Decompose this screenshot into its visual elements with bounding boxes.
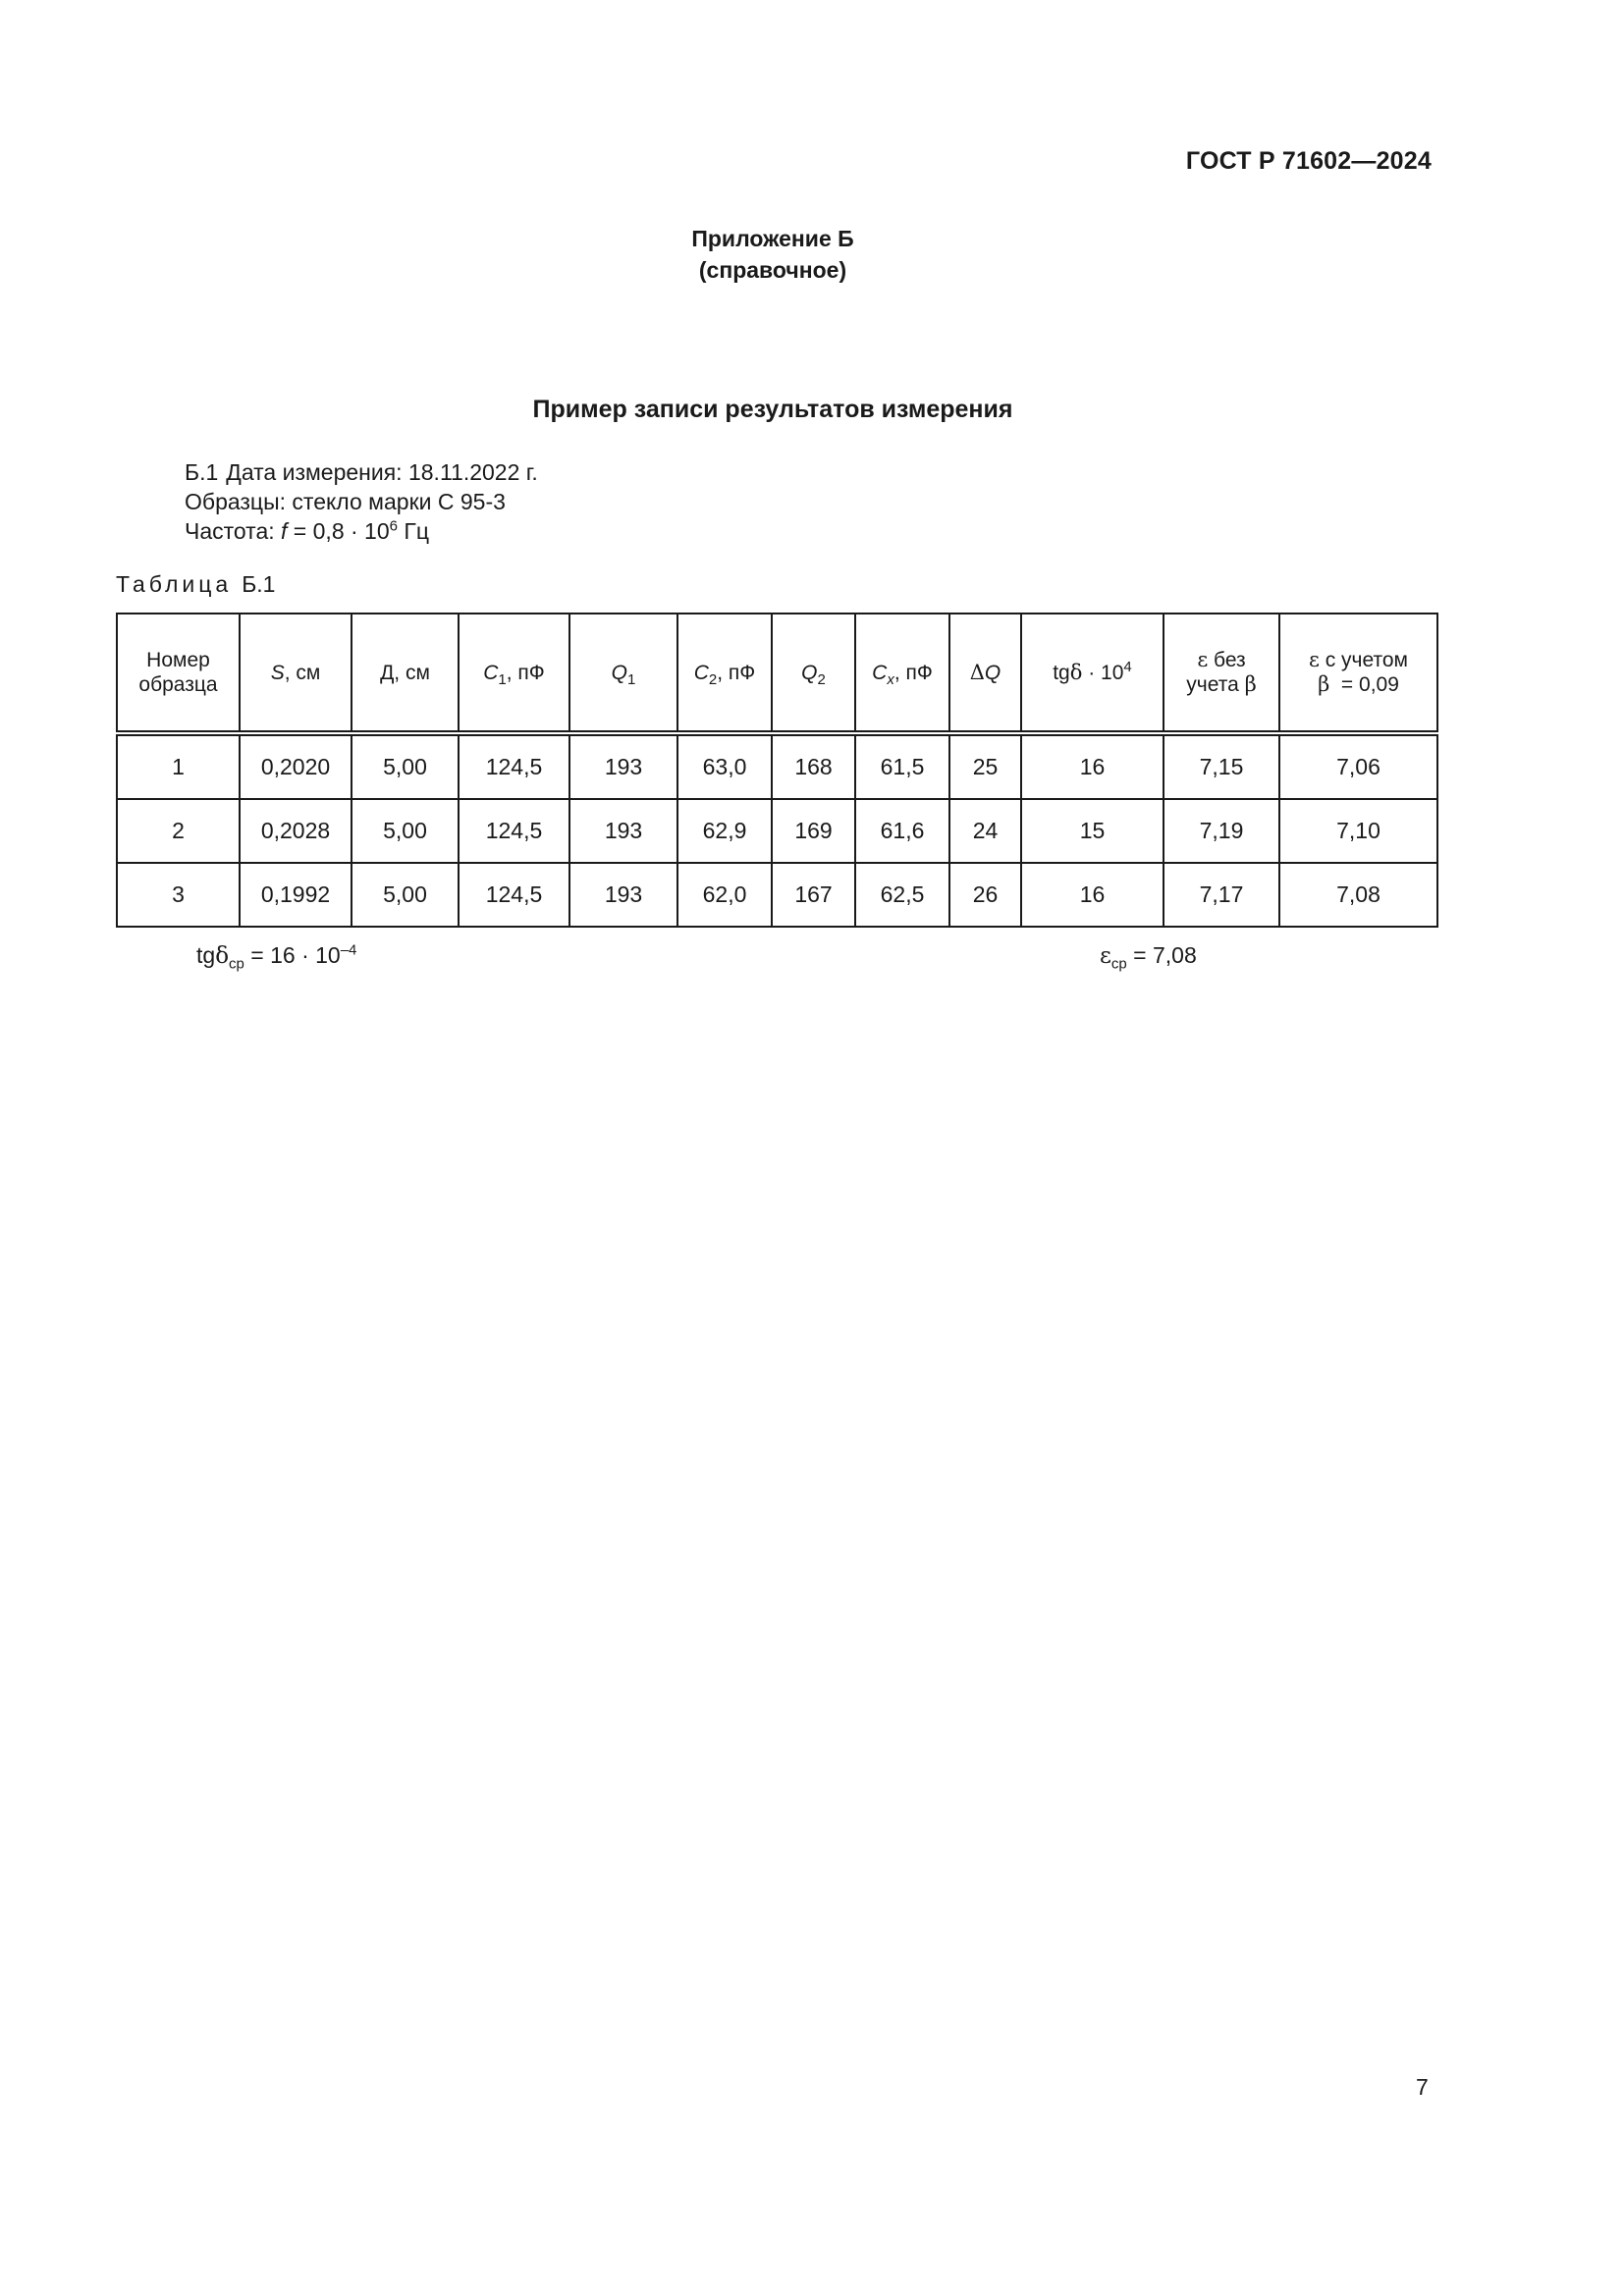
table-cell: 5,00 (352, 799, 459, 863)
table-caption (116, 571, 275, 598)
header-subscript: 1 (627, 670, 636, 688)
header-text: без (1208, 649, 1246, 671)
header-unit: , см (284, 661, 321, 684)
header-sample-number (117, 614, 240, 733)
header-text: учета (1186, 673, 1245, 696)
table-row (117, 863, 1437, 927)
header-text: образца (138, 673, 218, 696)
header-c2 (677, 614, 772, 733)
header-greek: Δ (969, 660, 985, 684)
header-text: Номер (146, 649, 210, 671)
table-cell: 0,2028 (240, 799, 352, 863)
freq-unit: Гц (397, 518, 430, 544)
table-row (117, 733, 1437, 799)
header-symbol: C (483, 661, 499, 684)
header-symbol: Q (611, 661, 627, 684)
table-cell: 167 (772, 863, 855, 927)
summary-tg-subscript: ср (229, 955, 244, 973)
table-cell: 193 (569, 733, 677, 799)
header-symbol: C (693, 661, 709, 684)
header-cx (855, 614, 949, 733)
header-eps-with-beta (1279, 614, 1437, 733)
table-cell: 2 (117, 799, 240, 863)
table-cell: 62,9 (677, 799, 772, 863)
freq-exponent: 6 (389, 517, 398, 535)
summary-tg-exponent: –4 (340, 941, 357, 959)
table-cell: 124,5 (459, 863, 569, 927)
intro-samples: Образцы: стекло марки С 95-3 (185, 489, 506, 514)
table-cell: 1 (117, 733, 240, 799)
header-greek: β (1318, 672, 1330, 696)
intro-date: Дата измерения: 18.11.2022 г. (226, 459, 538, 485)
document-code: ГОСТ Р 71602—2024 (1185, 147, 1432, 175)
header-s (240, 614, 352, 733)
table-row (117, 799, 1437, 863)
table-cell: 193 (569, 863, 677, 927)
table-cell: 168 (772, 733, 855, 799)
page-number: 7 (1416, 2074, 1429, 2100)
table-cell: 3 (117, 863, 240, 927)
header-text: = 0,09 (1329, 673, 1399, 696)
table-cell: 61,6 (855, 799, 949, 863)
header-text: с учетом (1319, 649, 1408, 671)
table-cell: 5,00 (352, 733, 459, 799)
header-unit: , пФ (717, 661, 756, 684)
summary-tg-value: = 16 · 10 (244, 942, 341, 968)
header-unit: , пФ (893, 661, 933, 684)
table-cell: 24 (949, 799, 1021, 863)
summary-tg-delta-avg (196, 941, 357, 973)
table-cell: 62,5 (855, 863, 949, 927)
header-c1 (459, 614, 569, 733)
table-cell: 7,06 (1279, 733, 1437, 799)
table-caption-word: Таблица (116, 571, 233, 597)
table-cell: 15 (1021, 799, 1164, 863)
header-greek: δ (1069, 660, 1083, 684)
header-symbol: Q (801, 661, 818, 684)
table-caption-number: Б.1 (242, 571, 276, 597)
appendix-subtitle: (справочное) (698, 257, 847, 283)
header-text: tg (1053, 661, 1070, 684)
header-eps-without-beta (1164, 614, 1279, 733)
header-symbol: Q (984, 661, 1001, 684)
header-tg-delta (1021, 614, 1164, 733)
summary-eps-value: = 7,08 (1126, 942, 1197, 968)
table-cell: 16 (1021, 863, 1164, 927)
table-cell: 5,00 (352, 863, 459, 927)
summary-tg-prefix: tg (196, 942, 216, 968)
header-subscript: 2 (708, 670, 718, 688)
header-delta-q (949, 614, 1021, 733)
table-cell: 25 (949, 733, 1021, 799)
header-unit: , пФ (506, 661, 545, 684)
header-greek: ε (1197, 648, 1209, 671)
header-text: · 10 (1082, 661, 1124, 684)
header-subscript: x (887, 670, 894, 688)
table-cell: 61,5 (855, 733, 949, 799)
intro-date-line (185, 457, 538, 487)
intro-item-label: Б.1 (185, 459, 219, 485)
summary-eps-avg (1100, 942, 1197, 973)
header-text: Д, см (380, 661, 430, 684)
table-cell: 7,19 (1164, 799, 1279, 863)
table-cell: 7,15 (1164, 733, 1279, 799)
header-subscript: 2 (817, 670, 826, 688)
header-subscript: 1 (498, 670, 507, 688)
header-d (352, 614, 459, 733)
table-cell: 124,5 (459, 799, 569, 863)
table-cell: 62,0 (677, 863, 772, 927)
table-cell: 63,0 (677, 733, 772, 799)
header-greek: ε (1309, 648, 1320, 671)
summary-tg-greek: δ (215, 943, 230, 969)
intro-samples-line (185, 487, 506, 516)
freq-prefix: Частота: (185, 518, 282, 544)
table-cell: 26 (949, 863, 1021, 927)
table-cell: 193 (569, 799, 677, 863)
measurement-table (116, 613, 1438, 928)
header-exponent: 4 (1123, 658, 1132, 675)
intro-frequency-line (185, 516, 429, 546)
appendix-title: Приложение Б (691, 226, 854, 251)
table-cell: 7,17 (1164, 863, 1279, 927)
header-symbol: S (270, 661, 285, 684)
header-q2 (772, 614, 855, 733)
header-greek: β (1244, 672, 1257, 696)
table-cell: 169 (772, 799, 855, 863)
header-symbol: C (872, 661, 888, 684)
header-q1 (569, 614, 677, 733)
freq-value: = 0,8 · 10 (287, 518, 390, 544)
table-cell: 124,5 (459, 733, 569, 799)
summary-eps-subscript: ср (1110, 955, 1127, 973)
table-cell: 7,08 (1279, 863, 1437, 927)
table-cell: 16 (1021, 733, 1164, 799)
summary-eps-greek: ε (1100, 943, 1111, 969)
table-cell: 7,10 (1279, 799, 1437, 863)
section-title: Пример записи результатов измерения (532, 396, 1013, 423)
table-cell: 0,1992 (240, 863, 352, 927)
table-header-row (117, 614, 1437, 733)
table-cell: 0,2020 (240, 733, 352, 799)
freq-symbol: f (281, 518, 288, 544)
